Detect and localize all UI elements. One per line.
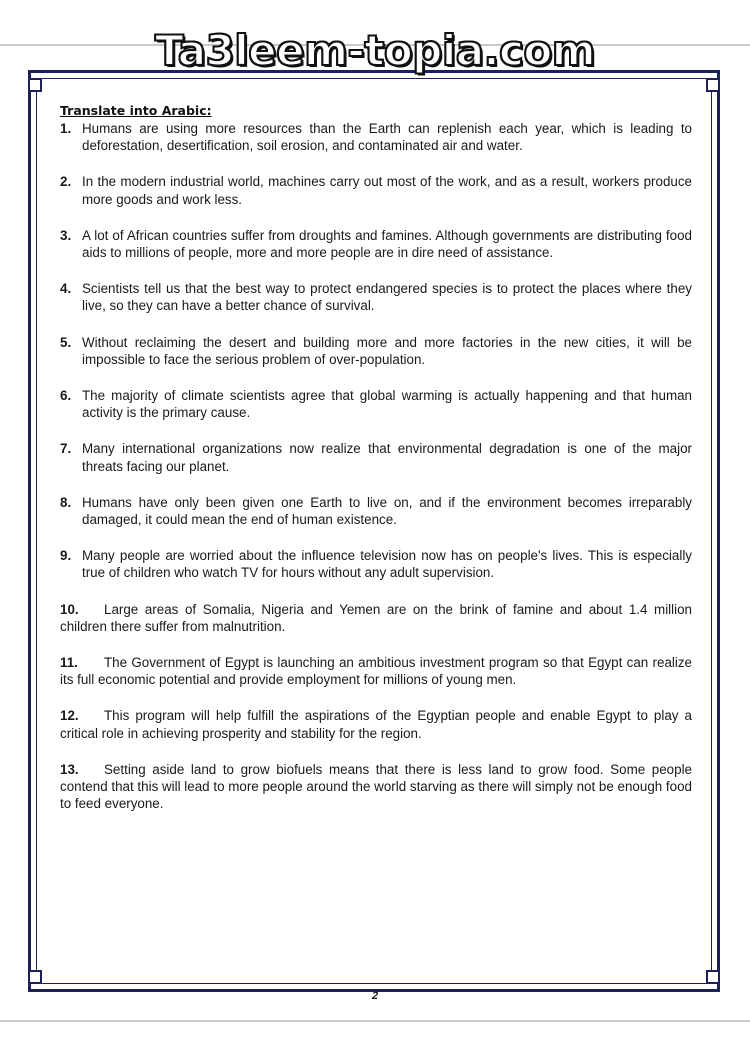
sentence-list — [60, 120, 692, 812]
sentence-item — [60, 280, 692, 314]
sentence-item — [60, 387, 692, 421]
item-number: 6. — [60, 388, 72, 404]
page-number: 2 — [371, 990, 379, 1002]
item-number: 11. — [60, 655, 78, 671]
item-text: Many international organizations now realize that environmental degradation is one of the major threats facing our planet. — [82, 441, 692, 474]
item-text: In the modern industrial world, machines carry out most of the work, and as a result, workers produce more goods and work less. — [82, 174, 692, 207]
item-text: The majority of climate scientists agree that global warming is actually happening and that human activity is the primary cause. — [82, 388, 692, 421]
item-text: Many people are worried about the influence television now has on people's lives. This is especially true of children who watch TV for hours without any adult supervision. — [82, 548, 692, 581]
sentence-item — [60, 761, 692, 813]
sentence-item — [60, 120, 692, 154]
item-number: 1. — [60, 121, 72, 136]
item-text: A lot of African countries suffer from droughts and famines. Although governments are distributing food aids to millions of people, more and more people are in dire need of assistance. — [82, 227, 692, 261]
item-text: Scientists tell us that the best way to protect endangered species is to protect the places where they live, so they can have a better chance of survival. — [82, 281, 692, 314]
item-text: Setting aside land to grow biofuels means that there is less land to grow food. Some people contend that this will lead to more people around the world starving as there will simply not be enough food to feed everyone. — [60, 761, 692, 812]
worksheet-heading: Translate into Arabic: — [60, 103, 212, 118]
item-number: 4. — [60, 281, 72, 297]
corner-ornament-icon — [28, 78, 42, 92]
item-number: 7. — [60, 441, 72, 457]
item-text: This program will help fulfill the aspirations of the Egyptian people and enable Egypt to play a critical role in achieving prosperity and stability for the region. — [60, 708, 692, 741]
sentence-item — [60, 440, 692, 474]
item-number: 3. — [60, 227, 72, 243]
sentence-item — [60, 227, 692, 261]
site-watermark: Ta3leem-topia.com — [154, 26, 596, 75]
sentence-item — [60, 334, 692, 368]
page-bottom-edge — [0, 1020, 750, 1022]
sentence-item — [60, 494, 692, 528]
item-text: The Government of Egypt is launching an ambitious investment program so that Egypt can realize its full economic potential and provide employment for millions of young men. — [60, 655, 692, 688]
sentence-item — [60, 654, 692, 688]
sentence-item — [60, 547, 692, 581]
item-number: 13. — [60, 761, 79, 777]
item-text: Large areas of Somalia, Nigeria and Yemen are on the brink of famine and about 1.4 million children there suffer from malnutrition. — [60, 601, 692, 634]
item-number: 9. — [60, 548, 72, 564]
item-number: 12. — [60, 708, 79, 724]
item-text: Humans are using more resources than the Earth can replenish each year, which is leading to deforestation, desertification, soil erosion, and contaminated air and water. — [82, 121, 692, 154]
worksheet-content — [60, 103, 692, 831]
item-text: Without reclaiming the desert and building more and more factories in the new cities, it will be impossible to face the serious problem of over-population. — [82, 334, 692, 367]
item-text: Humans have only been given one Earth to live on, and if the environment becomes irreparably damaged, it could mean the end of human existence. — [82, 494, 692, 528]
sentence-item — [60, 601, 692, 635]
item-number: 10. — [60, 601, 79, 617]
corner-ornament-icon — [28, 970, 42, 984]
corner-ornament-icon — [706, 970, 720, 984]
corner-ornament-icon — [706, 78, 720, 92]
sentence-item — [60, 173, 692, 207]
item-number: 2. — [60, 174, 72, 190]
item-number: 5. — [60, 334, 72, 350]
sentence-item — [60, 707, 692, 741]
item-number: 8. — [60, 494, 72, 510]
